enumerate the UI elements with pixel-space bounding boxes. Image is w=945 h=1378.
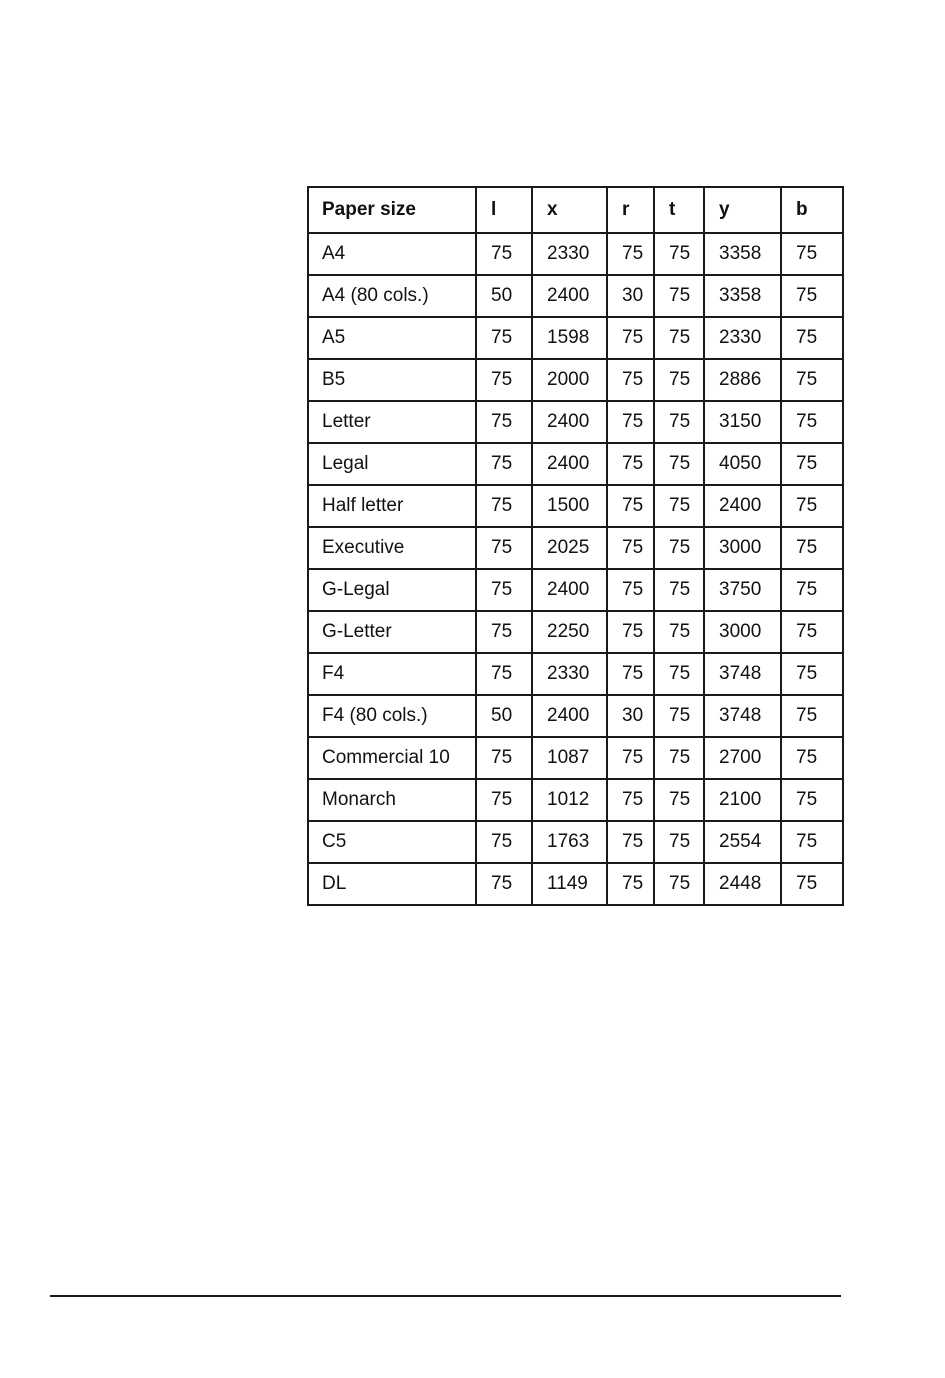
b-cell: 75 [781, 443, 843, 485]
paper-size-cell: G-Legal [308, 569, 476, 611]
b-cell: 75 [781, 275, 843, 317]
y-cell: 3358 [704, 275, 781, 317]
x-cell: 1087 [532, 737, 607, 779]
r-cell: 75 [607, 485, 654, 527]
table-row [308, 401, 843, 443]
r-cell: 75 [607, 527, 654, 569]
b-cell: 75 [781, 695, 843, 737]
t-cell: 75 [654, 569, 704, 611]
table-row [308, 233, 843, 275]
y-cell: 3000 [704, 611, 781, 653]
header-b: b [781, 187, 843, 233]
table-row [308, 821, 843, 863]
t-cell: 75 [654, 527, 704, 569]
r-cell: 75 [607, 317, 654, 359]
table-header-row [308, 187, 843, 233]
r-cell: 75 [607, 569, 654, 611]
r-cell: 75 [607, 401, 654, 443]
r-cell: 75 [607, 611, 654, 653]
header-x: x [532, 187, 607, 233]
l-cell: 75 [476, 779, 532, 821]
x-cell: 1763 [532, 821, 607, 863]
t-cell: 75 [654, 443, 704, 485]
paper-size-cell: A4 [308, 233, 476, 275]
y-cell: 2886 [704, 359, 781, 401]
header-y: y [704, 187, 781, 233]
r-cell: 75 [607, 779, 654, 821]
paper-size-cell: Executive [308, 527, 476, 569]
x-cell: 1500 [532, 485, 607, 527]
r-cell: 75 [607, 233, 654, 275]
table-row [308, 275, 843, 317]
paper-size-cell: Monarch [308, 779, 476, 821]
x-cell: 2400 [532, 401, 607, 443]
l-cell: 75 [476, 527, 532, 569]
table-body [308, 233, 843, 905]
x-cell: 2330 [532, 233, 607, 275]
b-cell: 75 [781, 569, 843, 611]
r-cell: 30 [607, 275, 654, 317]
l-cell: 75 [476, 863, 532, 905]
t-cell: 75 [654, 401, 704, 443]
y-cell: 3358 [704, 233, 781, 275]
l-cell: 75 [476, 569, 532, 611]
header-r: r [607, 187, 654, 233]
y-cell: 2448 [704, 863, 781, 905]
x-cell: 2400 [532, 443, 607, 485]
paper-size-cell: Legal [308, 443, 476, 485]
r-cell: 75 [607, 821, 654, 863]
l-cell: 75 [476, 653, 532, 695]
header-paper-size: Paper size [308, 187, 476, 233]
l-cell: 75 [476, 737, 532, 779]
table-row [308, 611, 843, 653]
b-cell: 75 [781, 485, 843, 527]
t-cell: 75 [654, 317, 704, 359]
paper-size-cell: B5 [308, 359, 476, 401]
l-cell: 50 [476, 275, 532, 317]
paper-size-table [307, 186, 844, 906]
table-row [308, 569, 843, 611]
l-cell: 75 [476, 401, 532, 443]
t-cell: 75 [654, 779, 704, 821]
r-cell: 30 [607, 695, 654, 737]
y-cell: 2330 [704, 317, 781, 359]
table-row [308, 695, 843, 737]
b-cell: 75 [781, 317, 843, 359]
y-cell: 3748 [704, 653, 781, 695]
t-cell: 75 [654, 233, 704, 275]
t-cell: 75 [654, 359, 704, 401]
paper-size-cell: A4 (80 cols.) [308, 275, 476, 317]
l-cell: 75 [476, 611, 532, 653]
r-cell: 75 [607, 443, 654, 485]
l-cell: 75 [476, 821, 532, 863]
t-cell: 75 [654, 695, 704, 737]
header-l: l [476, 187, 532, 233]
paper-size-cell: A5 [308, 317, 476, 359]
x-cell: 1598 [532, 317, 607, 359]
t-cell: 75 [654, 863, 704, 905]
table-row [308, 863, 843, 905]
footer-rule [50, 1295, 841, 1297]
r-cell: 75 [607, 737, 654, 779]
t-cell: 75 [654, 821, 704, 863]
b-cell: 75 [781, 863, 843, 905]
x-cell: 1012 [532, 779, 607, 821]
y-cell: 4050 [704, 443, 781, 485]
table-row [308, 443, 843, 485]
y-cell: 3150 [704, 401, 781, 443]
y-cell: 2400 [704, 485, 781, 527]
x-cell: 2000 [532, 359, 607, 401]
y-cell: 2100 [704, 779, 781, 821]
t-cell: 75 [654, 653, 704, 695]
t-cell: 75 [654, 275, 704, 317]
paper-size-cell: C5 [308, 821, 476, 863]
b-cell: 75 [781, 737, 843, 779]
paper-size-cell: Letter [308, 401, 476, 443]
header-t: t [654, 187, 704, 233]
b-cell: 75 [781, 233, 843, 275]
l-cell: 75 [476, 359, 532, 401]
l-cell: 50 [476, 695, 532, 737]
paper-size-cell: Commercial 10 [308, 737, 476, 779]
paper-size-cell: DL [308, 863, 476, 905]
r-cell: 75 [607, 653, 654, 695]
r-cell: 75 [607, 863, 654, 905]
table-row [308, 737, 843, 779]
y-cell: 3748 [704, 695, 781, 737]
b-cell: 75 [781, 527, 843, 569]
b-cell: 75 [781, 401, 843, 443]
y-cell: 3000 [704, 527, 781, 569]
table-row [308, 359, 843, 401]
table-row [308, 317, 843, 359]
paper-size-cell: F4 [308, 653, 476, 695]
y-cell: 2554 [704, 821, 781, 863]
x-cell: 2400 [532, 275, 607, 317]
b-cell: 75 [781, 359, 843, 401]
b-cell: 75 [781, 779, 843, 821]
t-cell: 75 [654, 611, 704, 653]
l-cell: 75 [476, 233, 532, 275]
r-cell: 75 [607, 359, 654, 401]
paper-size-cell: F4 (80 cols.) [308, 695, 476, 737]
b-cell: 75 [781, 611, 843, 653]
x-cell: 1149 [532, 863, 607, 905]
table-row [308, 485, 843, 527]
x-cell: 2025 [532, 527, 607, 569]
y-cell: 3750 [704, 569, 781, 611]
y-cell: 2700 [704, 737, 781, 779]
t-cell: 75 [654, 737, 704, 779]
table-row [308, 779, 843, 821]
x-cell: 2400 [532, 569, 607, 611]
table-row [308, 653, 843, 695]
l-cell: 75 [476, 485, 532, 527]
paper-size-cell: Half letter [308, 485, 476, 527]
l-cell: 75 [476, 443, 532, 485]
x-cell: 2400 [532, 695, 607, 737]
t-cell: 75 [654, 485, 704, 527]
paper-size-cell: G-Letter [308, 611, 476, 653]
x-cell: 2250 [532, 611, 607, 653]
x-cell: 2330 [532, 653, 607, 695]
b-cell: 75 [781, 821, 843, 863]
l-cell: 75 [476, 317, 532, 359]
table-row [308, 527, 843, 569]
b-cell: 75 [781, 653, 843, 695]
